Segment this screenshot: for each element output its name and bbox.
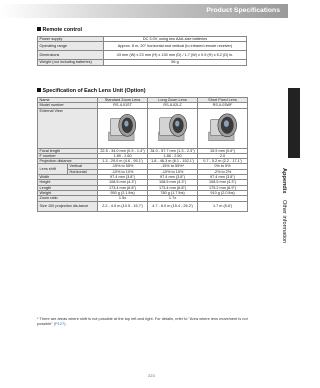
cell-model-long: RS-IL02LZ [148, 103, 198, 108]
lens-long-image [150, 110, 196, 144]
rc-label-power: Power supply [38, 37, 104, 42]
row-label-lens-shift: Lens shift [38, 164, 68, 175]
row-label-horizontal: Horizontal [68, 169, 98, 174]
cell-height-long: 108.5 mm (4.3") [148, 180, 198, 185]
side-tab-other-information[interactable]: Other information [281, 200, 287, 244]
cell-zoom-standard: 1.5x [98, 196, 148, 201]
row-label-fnumber: F number [38, 153, 98, 158]
cell-projection-short: 0.7 - 5.2 m (2.2 - 17.1') [198, 159, 248, 164]
cell-width-standard: 97.4 mm (3.8") [98, 175, 148, 180]
cell-height-short: 108.5 mm (4.3") [198, 180, 248, 185]
cell-vshift-standard: -15% to 55% [98, 164, 148, 169]
footnote-tail: . [65, 320, 67, 326]
table-row [38, 42, 247, 51]
row-label-weight: Weight [38, 190, 98, 195]
cell-length-short: 175.2 mm (6.9") [198, 185, 248, 190]
cell-model-standard: RS-IL01ST [98, 103, 148, 108]
cell-hshift-long: -10% to 10% [148, 169, 198, 174]
table-row [38, 51, 247, 60]
row-label-external-view: External View [38, 108, 98, 148]
cell-image-standard [98, 108, 148, 148]
row-label-width: Width [38, 175, 98, 180]
row-label-model: Model number [38, 103, 98, 108]
rc-value-power: DC 3.0V, using two AAA-size batteries [104, 37, 247, 42]
cell-hshift-short: -2% to 2% [198, 169, 248, 174]
rc-value-range: Approx. 8 m, 20° horizontal and vertical (to infrared remote receiver) [104, 42, 247, 51]
table-row [38, 108, 248, 148]
cell-size-short: 1.7 m (5.6') [198, 201, 248, 211]
col-header-name: Name [38, 98, 98, 103]
cell-zoom-short: - [198, 196, 248, 201]
side-tab-appendix[interactable]: Appendix [281, 168, 287, 194]
cell-width-short: 97.4 mm (3.8") [198, 175, 248, 180]
rc-label-weight: Weight (not including batteries) [38, 60, 104, 65]
lens-standard-image [100, 110, 146, 144]
row-label-projection: Projection distance [38, 159, 98, 164]
cell-length-long: 173.4 mm (6.8") [148, 185, 198, 190]
lens-section-title [37, 88, 146, 94]
col-header-long: Long Zoom Lens [148, 98, 198, 103]
cell-image-short [198, 108, 248, 148]
footnote [37, 317, 251, 326]
square-bullet-icon [37, 88, 41, 92]
cell-focal-long: 34.0 - 57.7 mm (1.3 - 2.3") [148, 148, 198, 153]
cell-focal-short: 15.9 mm (0.6") [198, 148, 248, 153]
table-row [38, 159, 248, 164]
table-row [38, 201, 248, 211]
row-label-focal: Focal length [38, 148, 98, 153]
row-label-vertical: Vertical [68, 164, 98, 169]
cell-vshift-short: 0% to 5% [198, 164, 248, 169]
cell-focal-standard: 22.5 - 34.0 mm (0.9 - 1.4") [98, 148, 148, 153]
footnote-text: * There are areas where shift is not possible at the top left and right. For details, refer to "Area where lens movement is not possible" [37, 316, 248, 326]
cell-size-long: 4.7 - 8.0 m (15.4 - 26.2') [148, 201, 198, 211]
table-row [38, 60, 247, 65]
cell-hshift-standard: -10% to 10% [98, 169, 148, 174]
cell-size-standard: 2.2 - 4.9 m (10.5 - 15.7') [98, 201, 148, 211]
lens-spec-table [37, 97, 248, 212]
remote-title-text: Remote control [42, 27, 83, 34]
cell-fnumber-long: 1.86 - 2.50 [148, 153, 198, 158]
col-header-short: Short Fixed Lens [198, 98, 248, 103]
cell-width-long: 97.4 mm (3.8") [148, 175, 198, 180]
page-number: 223 [148, 373, 155, 378]
col-header-standard: Standard Zoom Lens [98, 98, 148, 103]
cell-length-standard: 173.4 mm (6.8") [98, 185, 148, 190]
cell-image-long [148, 108, 198, 148]
cell-weight-long: 780 g (1.7 lbs) [148, 190, 198, 195]
remote-section-title [37, 27, 82, 33]
rc-value-weight: 56 g [104, 60, 247, 65]
rc-label-dimensions: Dimensions [38, 51, 104, 60]
cell-weight-standard: 950 g (2.1 lbs) [98, 190, 148, 195]
side-tab-marker [288, 88, 300, 158]
row-label-zoom: Zoom ratio [38, 196, 98, 201]
cell-weight-short: 910 g (2.0 lbs) [198, 190, 248, 195]
cell-projection-standard: 1.3 - 29.0 m (4.6 - 95.1') [98, 159, 148, 164]
page-header-title: Product Specifications [206, 7, 280, 14]
cell-height-standard: 108.5 mm (4.3") [98, 180, 148, 185]
square-bullet-icon [37, 27, 41, 31]
rc-value-dimensions: 43 mm (W) x 23 mm (H) x 130 mm (D) / 1.7 (W) x 0.9 (H) x 5.2 (D) in. [104, 51, 247, 60]
lens-short-image [200, 110, 246, 144]
cell-fnumber-standard: 1.89 - 2.60 [98, 153, 148, 158]
cell-projection-long: 1.8 - 46.3 m (6.1 - 152.1') [148, 159, 198, 164]
remote-spec-table [37, 36, 247, 66]
cell-vshift-long: -15% to 55%* [148, 164, 198, 169]
row-label-height: Height [38, 180, 98, 185]
rc-label-range: Operating range [38, 42, 104, 51]
cell-zoom-long: 1.7x [148, 196, 198, 201]
row-label-length: Length [38, 185, 98, 190]
cell-model-short: RS-IL03WF [198, 103, 248, 108]
footnote-page-link[interactable]: (P127) [53, 320, 66, 326]
cell-fnumber-short: 2.0 [198, 153, 248, 158]
lens-title-text: Specification of Each Lens Unit (Option) [42, 88, 146, 95]
row-label-size-100: Size 100 projection dis-tance [38, 201, 98, 211]
